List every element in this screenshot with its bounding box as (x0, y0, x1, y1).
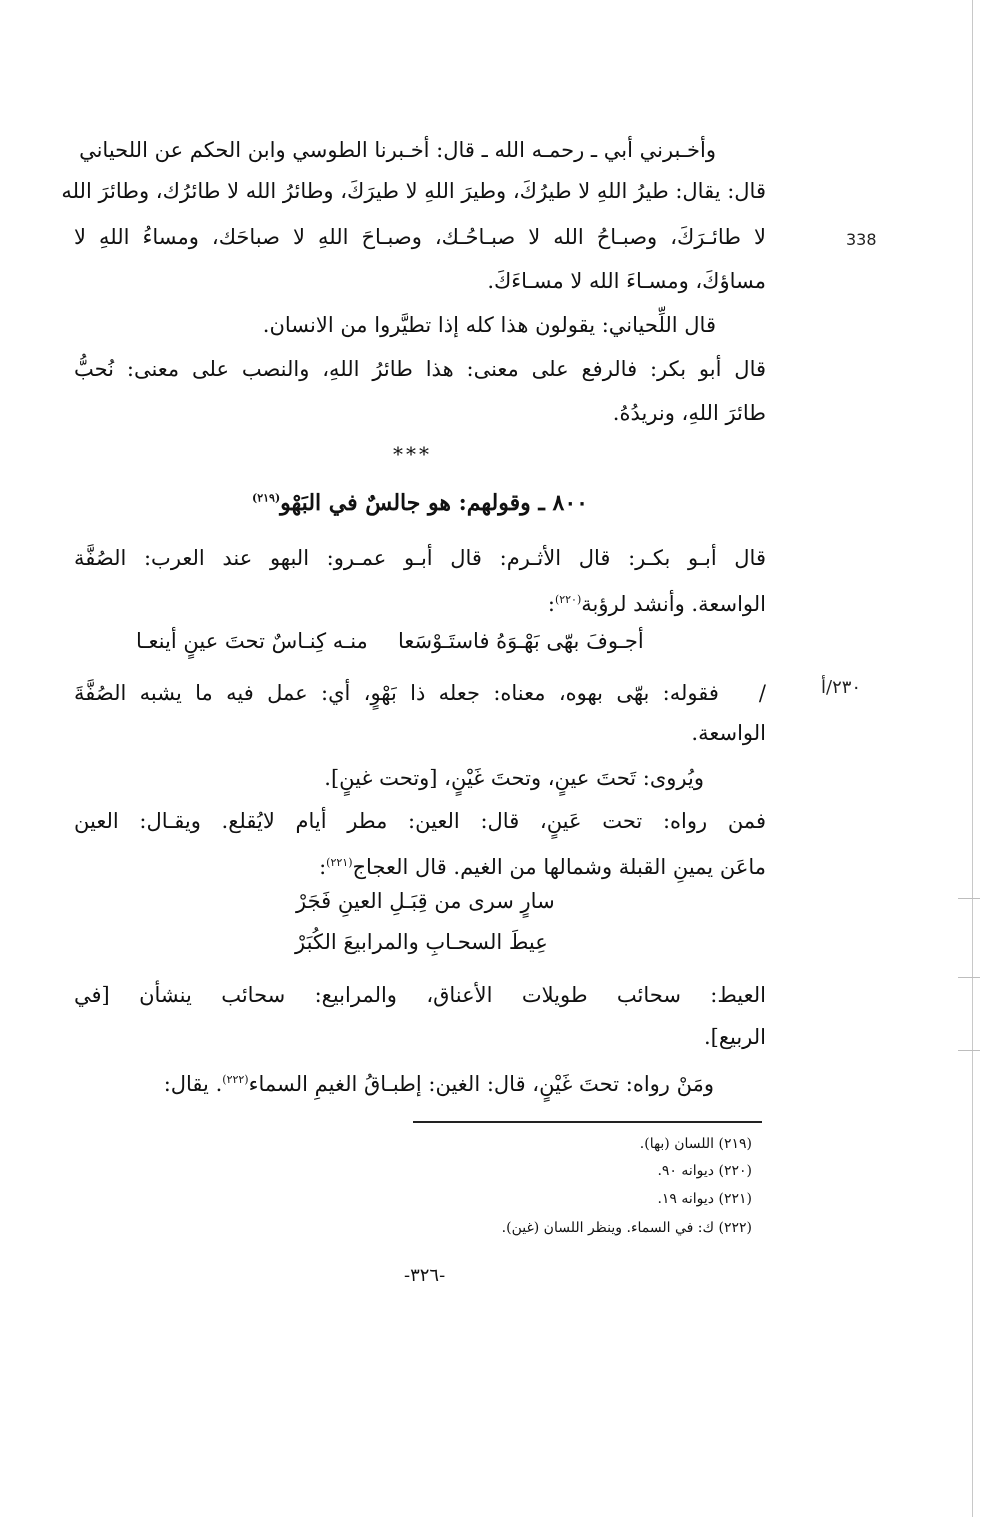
text-span: : (319, 855, 327, 879)
text-line: وأخـبرني أبي ـ رحمـه الله ـ قال: أخـبرنا الطوسي وابن الحكم عن اللحياني (79, 138, 716, 162)
footnote: (٢٢١) ديوانه ١٩. (657, 1191, 752, 1207)
scan-edge-mark (958, 898, 980, 899)
scan-edge-line (972, 0, 973, 1517)
verse-hemistich-left: منـه كِنـاسٌ تحتَ عينٍ أينعـا (136, 629, 368, 653)
footnote-separator (413, 1121, 762, 1123)
text-line (164, 1065, 714, 1099)
text-line (548, 585, 766, 619)
page-number: -٣٢٦- (404, 1265, 446, 1286)
text-line: مساؤكَ، ومسـاءَ الله لا مسـاءَكَ. (487, 269, 766, 293)
footnote-ref: (٢٢٠) (554, 593, 582, 606)
text-line: قال: يقال: طيرُ اللهِ لا طيرُكَ، وطيرَ اللهِ لا طيرَكَ، وطائرُ الله لا طائرُك، وطائرَ الله (61, 179, 766, 203)
footnote-ref: (٢١٩) (252, 491, 281, 505)
text-line: الربيع]. (703, 1025, 766, 1049)
scan-edge-mark (958, 977, 980, 978)
scan-edge-mark (958, 1050, 980, 1051)
verse-line: عِيطَ السحـابِ والمرابيعَ الكُبَرْ (295, 930, 548, 954)
footnote: (٢١٩) اللسان (بها). (639, 1136, 752, 1152)
entry-heading (252, 490, 588, 516)
text-line: طائرَ اللهِ، ونريدُهُ. (612, 401, 766, 425)
text-line (74, 678, 766, 708)
section-divider-stars: *** (393, 442, 432, 466)
text-line: قال اللِّحياني: يقولون هذا كله إذا تطيَّروا من الانسان. (262, 313, 716, 337)
text-line: ويُروى: تَحتَ عينٍ، وتحتَ غَيْنٍ، [وتحت غينٍ]. (324, 766, 704, 790)
text-line (319, 848, 766, 882)
text-span: . يقال: (163, 1072, 223, 1096)
text-span: فقوله: بهّى بهوه، معناه: جعله ذا بَهْوٍ، أي: عمل فيه ما يشبه الصُفَّةَ (74, 681, 719, 705)
text-line: قال أبو بكر: فالرفع على معنى: هذا طائرُ اللهِ، والنصب على معنى: نُحبُّ (74, 357, 766, 381)
verse-line: سارٍ سرى من قِبَـلِ العينِ فَجَرْ (296, 889, 555, 913)
text-span: ومَنْ رواه: تحتَ غَيْنٍ، قال: الغين: إطبـاقُ الغيمِ السماء (248, 1072, 714, 1096)
footnote: (٢٢٢) ك: في السماء. وينظر اللسان (غين). (501, 1220, 752, 1236)
text-line: فمن رواه: تحت عَينٍ، قال: العين: مطر أيام لايُقلع. ويقـال: العين (74, 809, 766, 833)
text-line: العيط: سحائب طويلات الأعناق، والمرابيع: سحائب ينشأن [في (74, 983, 766, 1007)
text-line: قال أبـو بكـر: قال الأثـرم: قال أبـو عمـرو: البهو عند العرب: الصُفَّة (74, 546, 766, 570)
source-page-number: 338 (846, 230, 877, 249)
footnote-ref: (٢٢٢) (222, 1073, 249, 1086)
text-line: الواسعة. (691, 721, 766, 745)
text-line: لا طائـرَكَ، وصبـاحُ الله لا صبـاحُـك، وصبـاحَ اللهِ لا صباحَك، ومساءُ اللهِ لا (74, 225, 766, 249)
text-span: : (547, 592, 555, 616)
verse-hemistich-right: أجـوفَ بهّى بَهْـوَهُ فاستَـوْسَعا (398, 629, 644, 653)
manuscript-folio-ref: ٢٣٠/أ (821, 677, 862, 698)
text-span: ماعَن يمينِ القبلة وشمالها من الغيم. قال العجاج (352, 855, 766, 879)
footnote-ref: (٢٢١) (326, 856, 353, 869)
entry-heading-text: ٨٠٠ ـ وقولهم: هو جالسٌ في البَهْو (280, 490, 588, 516)
text-span: الواسعة. وأنشد لرؤبة (581, 592, 766, 616)
footnote: (٢٢٠) ديوانه ٩٠. (657, 1163, 752, 1179)
folio-slash: / (758, 681, 766, 705)
